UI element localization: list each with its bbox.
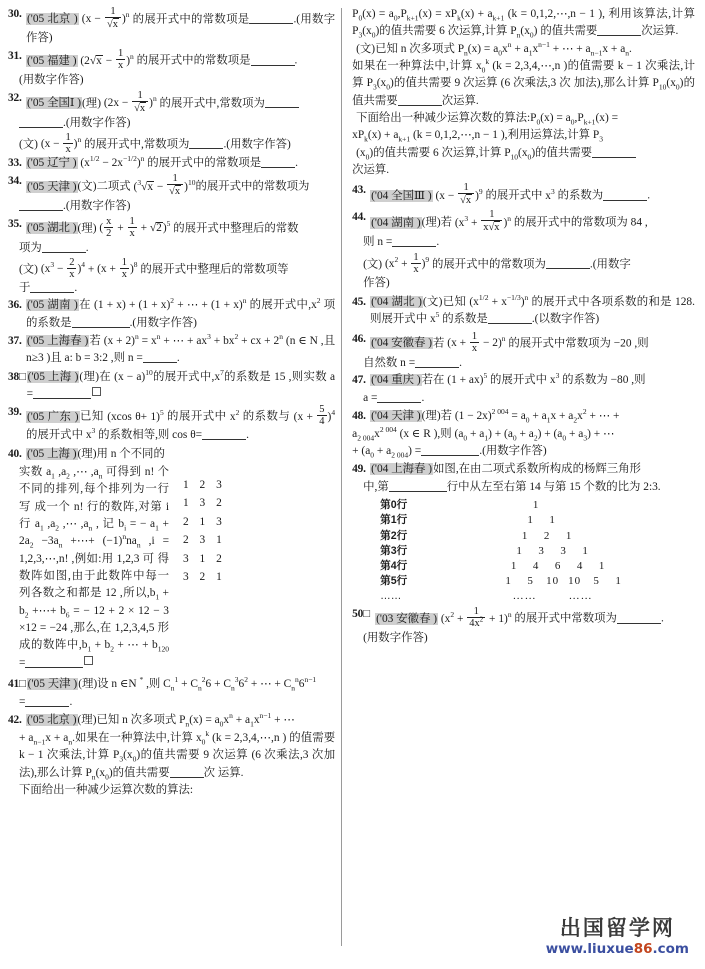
pascal-row-label: 第4行 [380, 559, 408, 572]
problem-49-cont: 中,第 行中从左至右第 14 与第 15 个数的比为 2:3. [363, 480, 661, 493]
problem-30 [8, 6, 335, 47]
problem-34 [8, 173, 335, 197]
pascal-row-label: 第3行 [380, 544, 408, 557]
source-tag: ('05 上海 ) [27, 370, 79, 383]
problem-number: 48. [352, 409, 366, 422]
source-tag: ('04 安徽春 ) [371, 336, 433, 349]
source-tag: ('05 福建 ) [27, 54, 77, 67]
source-tag: ('04 湖北 ) [371, 295, 422, 308]
pascal-cell: 1 [565, 529, 573, 542]
problem-number: 32. [8, 91, 22, 104]
left-column [8, 6, 341, 799]
problem-text: ('05 广东 )已知 (xcos θ+ 1)$^5$ 的展开式中 $x^2$ 的系数与 (x + $\frac{5}{4}$ )$^4$ 的展开式中 $x^3$ 的系数相等,则 cos θ= . [26, 404, 336, 442]
pascal-cell: 10 [568, 575, 582, 588]
source-tag: ('04 全国Ⅲ ) [371, 189, 432, 202]
problem-44-wen: (文) ($x^2$ + $\frac{1}{x}$ )$^9$ 的展开式中的常数项为 .(用数字 [363, 251, 631, 275]
pascal-cell: 1 [521, 529, 529, 542]
checkbox-icon [92, 387, 101, 396]
source-tag: ('05 上海 ) [27, 447, 77, 460]
watermark-url [546, 941, 689, 957]
source-tag: ('05 湖南 ) [27, 299, 78, 312]
problem-text: ('04 上海春 )如图,在由二项式系数所构成的杨辉三角形 [371, 462, 641, 475]
problem-50-note: (用数字作答) [363, 632, 428, 645]
problem-text: ('05 北京 ) (x − $\frac{1}{√x}$ )$^n$ 的展开式中的常数项是 .(用数字作答) [26, 6, 336, 44]
source-tag: ('05 上海春 ) [27, 334, 89, 347]
pascal-row-values [432, 498, 695, 513]
pascal-row [352, 513, 695, 528]
pascal-row-values [432, 574, 695, 589]
watermark-url-prefix: www.liuxue [545, 941, 634, 957]
source-tag: ('04 重庆 ) [371, 373, 421, 386]
source-tag: ('05 北京 ) [27, 13, 78, 26]
problem-35 [8, 216, 335, 239]
problem-35-wen-cont: 于 . [19, 281, 78, 294]
pascal-triangle-figure [352, 498, 695, 604]
problem-45 [352, 294, 695, 329]
permutation-matrix [183, 476, 226, 587]
problem-32-wen: (文) (x − $\frac{1}{x}$ )$^n$ 的展开式中,常数项为 .(用数字作答) [19, 131, 291, 155]
problem-text: ('05 湖北 )(理) ( $\frac{x}{2}$ + $\frac{1}{x}$ + √2)$^5$ 的展开式中整理后的常数 [27, 215, 299, 239]
problem-31-note: (用数字作答) [19, 74, 84, 87]
two-column-layout [8, 6, 695, 946]
pascal-cell: 1 [527, 514, 534, 527]
problem-number: 36. [8, 299, 22, 312]
watermark-url-highlight: 86 [633, 941, 653, 957]
problem-text: ('04 安徽春 )若 (x + $\frac{1}{x}$ − 2)$^n$ 的展开式中常数项为 −20 ,则 [371, 330, 649, 354]
source-tag: ('05 天津 ) [27, 180, 77, 193]
pascal-row-label: 第2行 [380, 529, 408, 542]
problem-number: 44. [352, 211, 366, 224]
pascal-row-label: 第1行 [380, 514, 408, 527]
pascal-cell: 1 [516, 544, 523, 557]
source-tag: ('04 上海春 ) [371, 462, 433, 475]
answer-blank[interactable] [398, 105, 442, 106]
problem-text: ('05 全国Ⅰ )(理) (2x − $\frac{1}{√x}$ )$^n$ 的展开式中,常数项为 [26, 90, 335, 114]
pascal-cell: 5 [593, 575, 600, 588]
problem-number: 38□ [8, 370, 26, 383]
matrix-row: 3 1 2 [183, 552, 226, 565]
answer-blank[interactable] [19, 127, 63, 128]
pascal-cell: 1 [532, 499, 540, 512]
problem-number: 34. [8, 175, 22, 188]
answer-blank[interactable] [392, 246, 436, 247]
problem-41-cont: = . [19, 696, 73, 709]
problem-35-cont: 项为 . [19, 241, 89, 254]
pascal-cell: 6 [554, 559, 562, 572]
problem-33 [8, 155, 335, 172]
problem-37 [8, 333, 335, 368]
answer-blank[interactable] [603, 200, 647, 201]
pascal-ellipsis-label: …… [380, 590, 402, 603]
source-tag: ('04 湖南 ) [371, 216, 421, 229]
problem-34-cont: .(用数字作答) [19, 198, 335, 215]
problem-number: 39. [8, 406, 22, 419]
problem-43 [352, 182, 695, 206]
problem-49 [352, 461, 695, 478]
pascal-row-label: 第5行 [380, 575, 408, 588]
problem-text: ('05 上海 )(理)用 n 个不同的 [27, 447, 165, 460]
problem-number: 35. [8, 217, 22, 230]
answer-blank[interactable] [415, 367, 459, 368]
problem-47-cont: a = . [363, 392, 425, 405]
problem-number: 37. [8, 334, 22, 347]
problem-38 [8, 369, 335, 404]
problem-42-wen-algorithm-cont: $xP_k(x) + a_{k+1}$ (k = 0,1,2,⋯,n − 1 ),利用运算法,计算 $P_3$ [352, 129, 604, 144]
pascal-row [352, 498, 695, 513]
problem-42-wen-body: 如果在一种算法中,计算 $x_0^k$ (k = 2,3,4,⋯,n )的值需要 k − 1 次乘法,计算 $P_3(x_0)$的值共需要 9 次运算 (6 次乘法,3 次 加法),那么计算 $P_{10}(x_0)$的值共需要 次运算. [352, 57, 695, 107]
answer-blank[interactable] [421, 455, 479, 456]
pascal-row-values [432, 513, 695, 528]
problem-number: 47. [352, 373, 366, 386]
answer-blank[interactable] [546, 268, 590, 269]
problem-number: 41□ [8, 677, 26, 690]
problem-48-tail: + $(a_0 + a_{2 004})$ = .(用数字作答) [352, 445, 547, 460]
source-tag: ('05 广东 ) [27, 410, 79, 423]
source-tag: ('04 天津 ) [371, 409, 421, 422]
answer-blank[interactable] [265, 107, 299, 108]
problem-text: ('05 湖南 )在 $(1 + x) + (1 + x)^2$ + ⋯ + $(1 + x)^n$ 的展开式中$,x^2$ 项的系数是 .(用数字作答) [26, 296, 336, 329]
problem-number: 43. [352, 184, 366, 197]
pascal-cell: 3 [538, 544, 545, 557]
problem-44-wen-cont: 作答) [363, 276, 390, 289]
pascal-ellipsis-values [432, 589, 695, 604]
problem-text: ('05 福建 ) (2√x − $\frac{1}{x}$ )$^n$ 的展开式中的常数项是 . [27, 48, 298, 72]
answer-blank[interactable] [249, 23, 293, 24]
site-watermark [546, 912, 689, 957]
source-tag: ('05 天津 ) [27, 677, 78, 690]
problem-41 [8, 676, 335, 693]
pascal-row-values [432, 544, 695, 559]
pascal-cell: 4 [532, 559, 540, 572]
problem-text: ('05 上海 )(理)在 $(x - a)^{10}$的展开式中$,x^7$的系数是 15 ,则实数 a = [26, 367, 336, 400]
problem-text: ('04 重庆 )若在 (1 + ax)$^5$ 的展开式中 $x^3$ 的系数为 −80 ,则 [371, 371, 646, 386]
answer-blank[interactable] [42, 252, 86, 253]
problem-40 [8, 446, 335, 463]
problem-48 [352, 408, 695, 425]
problem-number: 50□ [352, 608, 370, 621]
answer-blank[interactable] [33, 398, 91, 399]
answer-blank[interactable] [25, 667, 83, 668]
problem-text: ('04 湖南 )(理)若 ($x^3$ + $\frac{1}{x√x}$ )$^n$ 的展开式中的常数项为 84 , [371, 209, 648, 234]
answer-blank[interactable] [189, 148, 223, 149]
answer-blank[interactable] [389, 491, 447, 492]
answer-blank[interactable] [143, 362, 177, 363]
problem-text: ('05 上海春 )若 $(x + 2)^n = x^n$ + ⋯ + $ax^3 + bx^2$ + cx + $2^n$ (n ∈ N ,且 n≥3 )且 a: b = 3:2 ,则 n = . [26, 332, 336, 365]
problem-text: ('05 天津 )(理)设 n ∈N * ,则 $C_n^1 + C_n^26 + C_n^36^2$ + ⋯ + $C_n^n6^{n-1}$ [27, 675, 317, 693]
pascal-row [352, 529, 695, 544]
pascal-row-label: 第0行 [380, 499, 408, 512]
pascal-row [352, 574, 695, 589]
pascal-cell: 3 [560, 544, 567, 557]
problem-40-figure-row [8, 464, 335, 672]
answer-blank[interactable] [170, 777, 204, 778]
problem-48-body: $a_{2 004}x^{2 004}$ (x ∈ R ),则 $(a_0 + a_1) + (a_0 + a_2) + (a_0 + a_3)$ + ⋯ [352, 425, 615, 443]
problem-number: 49. [352, 462, 366, 475]
problem-text: ('05 北京 )(理)已知 n 次多项式 $P_n(x) = a_0x^n + a_1x^{n-1}$ + ⋯ [27, 710, 295, 728]
answer-blank[interactable] [251, 65, 295, 66]
problem-50 [352, 606, 695, 629]
pascal-cell: 1 [505, 575, 512, 588]
matrix-row: 3 2 1 [183, 571, 226, 584]
answer-blank[interactable] [592, 157, 636, 158]
watermark-site-name: 出国留学网 [559, 916, 675, 940]
source-tag: ('05 辽宁 ) [27, 156, 77, 169]
problem-46-cont: 自然数 n = . [363, 356, 462, 369]
matrix-row: 1 3 2 [183, 497, 226, 510]
problem-35-wen: (文) ($x^3$ − $\frac{2}{x}$ )$^4$ + (x + $\frac{1}{x}$ )$^8$ 的展开式中整理后的常数项等 [19, 256, 289, 280]
pascal-ellipsis-row [352, 589, 695, 604]
problem-number: 45. [352, 295, 366, 308]
pascal-cell: 1 [582, 544, 589, 557]
problem-text: ('04 天津 )(理)若 $(1 - 2x)^{2 004} = a_0 + a_1x + a_2x^2$ + ⋯ + [371, 406, 620, 424]
problem-42-body: + $a_{n-1}x + a_n$.如果在一种算法中,计算 $x_0^k$ (k = 2,3,4,⋯,n ) 的值需要 k − 1 次乘法,计算 $P_3(x_0)$的值共需要 9 次运算 (6 次乘法,3 次加法),那么计算 $P_n(x_0)$的值共需要 次 运算. [19, 729, 336, 781]
problem-number: 33. [8, 156, 22, 169]
source-tag: ('05 湖北 ) [27, 221, 77, 234]
problem-text: ('05 辽宁 ) $(x^{1/2} - 2x^{-1/2})^n$ 的展开式中的常数项是 . [27, 154, 299, 169]
problem-42-wen-tail: $(x_0)$的值共需要 6 次运算,计算 $P_{10}(x_0)$的值共需要 [356, 145, 695, 162]
pascal-cell: 1 [549, 514, 556, 527]
problem-42-wen-algorithm: 下面给出一种减少运算次数的算法$:P_0(x) = a_0,P_{k+1}(x)$ = [356, 111, 619, 127]
answer-blank[interactable] [72, 327, 130, 328]
answer-blank[interactable] [19, 210, 63, 211]
matrix-row: 2 1 3 [183, 515, 226, 528]
pascal-cell: 4 [576, 559, 584, 572]
pascal-cell: 2 [543, 529, 551, 542]
watermark-url-suffix: .com [652, 941, 689, 957]
problem-32-cont: .(用数字作答) [19, 115, 335, 132]
source-tag: ('05 全国Ⅰ ) [27, 96, 82, 109]
problem-42-wen: (文)已知 n 次多项式 $P_n(x) = a_0x^n + a_1x^{n-1}$ + ⋯ + $a_{n-1}x + a_n$. [356, 39, 632, 57]
problem-number: 46. [352, 332, 366, 345]
pascal-row [352, 544, 695, 559]
problem-text: ('04 湖北 )(文)已知 $(x^{1/2} + x^{-1/3})^n$ 的展开式中各项系数的和是 128.则展开式中 $x^5$ 的系数是 .(以数字作答) [370, 293, 695, 326]
problem-number: 31. [8, 50, 22, 63]
problem-44-cont: 则 n = . [363, 236, 440, 249]
answer-blank[interactable] [30, 292, 74, 293]
problem-47 [352, 372, 695, 389]
pascal-row-values [432, 559, 695, 574]
problem-text: ('03 安徽春 ) ($x^2$ + $\frac{1}{4x^2}$ + 1)$^n$ 的展开式中常数项为 . [376, 606, 664, 630]
pascal-cell: 1 [510, 559, 518, 572]
column-divider [341, 8, 342, 946]
source-tag: ('03 安徽春 ) [376, 612, 438, 625]
problem-46 [352, 331, 695, 354]
problem-text: ('05 天津 )(文)二项式 ($^3$√x − $\frac{1}{√x}$ )$^{10}$的展开式中的常数项为 [27, 173, 310, 198]
problem-40-body: 实数 $a_1$ $,a_2$ ,⋯ $,a_n$ 可得到 n! 个 不同的排列,每个排列为一行写 成一个 n! 行的数阵,对第 i 行 $a_1$ $,a_2$ ,⋯ $,a_n$ , 记 $b_i$ = − $a_1 + 2a_2 -3a_n$ +⋯+ $(-1)^nna_n$ ,i = 1,2,3,⋯,n! ,例如:用 1,2,3 可 得数阵如图,由于此数阵中每一 列各数之和都是 12 ,所以$,b_1 + b_2$ +⋯+ $b_6$ = − 12 + 2 × 12 − 3 ×12 = −24 ,那么,在 1,2,3,4,5 形成的数阵中$,b_1 + b_2$ + ⋯ + $b_{120}$ = [19, 465, 170, 669]
pascal-cell: 10 [546, 575, 560, 588]
problem-42 [8, 712, 335, 729]
pascal-cell: 1 [598, 559, 606, 572]
problem-36 [8, 297, 335, 332]
problem-text: ('04 全国Ⅲ ) (x − $\frac{1}{√x}$ )$^9$ 的展开式中 $x^3$ 的系数为 . [371, 182, 651, 207]
right-column [350, 6, 695, 648]
problem-31 [8, 48, 335, 71]
problem-number: 42. [8, 713, 22, 726]
problem-44 [352, 209, 695, 233]
pascal-cell: 1 [615, 575, 622, 588]
problem-42-wen-end: 次运算. [352, 163, 390, 176]
problem-42-continuation: $P_0(x) = a_0,P_{k+1}(x) = xP_k(x) + a_{k+1}$ (k = 0,1,2,⋯,n − 1 ), 利用该算法,计算 $P_3(x_0)$的值共需要 6 次运算,计算 $P_n(x_0)$ 的值共需要 次运算. [352, 8, 695, 40]
problem-number: 40. [8, 447, 22, 460]
pascal-ellipsis-cell: …… [512, 590, 537, 603]
pascal-row [352, 559, 695, 574]
pascal-row-values [432, 529, 695, 544]
matrix-row: 2 3 1 [183, 534, 226, 547]
problem-39 [8, 404, 335, 444]
pascal-ellipsis-cell: …… [568, 590, 593, 603]
answer-blank[interactable] [202, 439, 246, 440]
problem-42-algorithm-intro: 下面给出一种减少运算次数的算法: [19, 783, 194, 796]
answer-blank[interactable] [488, 323, 532, 324]
checkbox-icon [84, 656, 93, 665]
source-tag: ('05 北京 ) [27, 713, 77, 726]
pascal-cell: 5 [527, 575, 534, 588]
answer-blank[interactable] [617, 623, 661, 624]
answer-blank[interactable] [25, 706, 69, 707]
matrix-row: 1 2 3 [183, 478, 226, 491]
answer-blank[interactable] [377, 402, 421, 403]
problem-number: 30. [8, 8, 22, 20]
problem-32 [8, 90, 335, 114]
answer-blank[interactable] [261, 167, 295, 168]
answer-blank[interactable] [597, 35, 641, 36]
